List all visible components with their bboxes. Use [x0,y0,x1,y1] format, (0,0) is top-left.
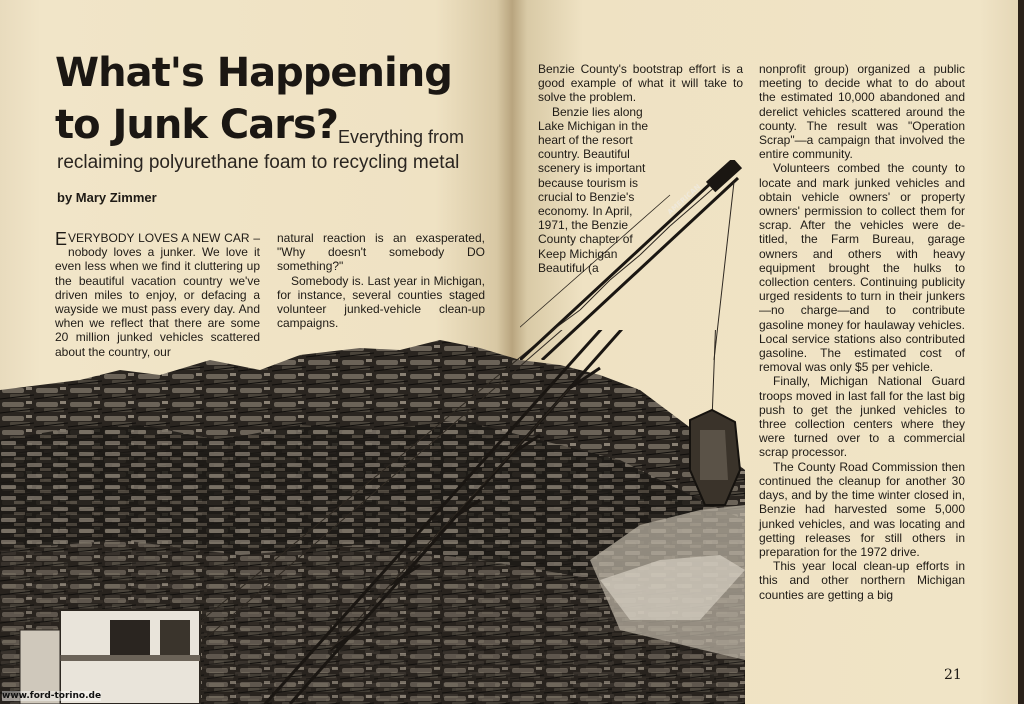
subheadline-line-1: Everything from [338,127,465,147]
column-4-paragraph-4: The County Road Commission then continued the cleanup for another 30 days, and by the time winter closed in, Benzie had harvested some 5,000 junked vehicles, and was locating and getting releases for still others in preparation for the 1972 drive. [759,459,965,559]
subheadline-line-2: reclaiming polyurethane foam to recycling metal [57,152,460,173]
page-number: 21 [944,667,962,683]
column-2-paragraph-1: natural reaction is an exasperated, "Why doesn't somebody DO something?" [277,231,485,274]
column-1-text: VERYBODY LOVES A NEW CAR – nobody loves a junker. We love it even less when we find it cluttering up the beautiful vacation country we've driven miles to enjoy, or defacing a wayside we must pass every day. And when we reflect that there are some 20 million junked vehicles scattered about the country, our [55,231,260,359]
article-column-3 [538,62,743,275]
watermark: www.ford-torino.de [2,691,102,701]
article-column-4 [759,62,965,602]
article-column-1 [55,231,260,359]
headline-line-1: What's Happening [55,50,452,96]
article-column-2 [277,231,485,330]
junkyard-photo [0,330,745,704]
page-edge-shadow [1018,0,1024,704]
column-3-paragraph-2: Benzie lies along Lake Michigan in the heart of the resort country. Beautiful scenery is important because tourism is crucial to Benzie's economy. In April, 1971, the Benzie County chapter of Keep Michigan Beautiful (a [538,104,649,275]
column-4-paragraph-5: This year local clean-up efforts in this and other northern Michigan counties are getting a big [759,559,965,602]
column-4-paragraph-3: Finally, Michigan National Guard troops moved in last fall for the last big push to get the junked vehicles to three collection centers where they were turned over to a commercial scrap processor. [759,374,965,460]
column-4-paragraph-1: nonprofit group) organized a public meeting to decide what to do about the estimated 10,000 abandoned and derelict vehicles scattered around the county. The result was "Operation Scrap"—a campaign that involved the entire community. [759,62,965,162]
column-3-paragraph-1: Benzie County's bootstrap effort is a good example of what it will take to solve the problem. [538,62,743,105]
headline-line-2: to Junk Cars? [55,102,338,148]
column-2-paragraph-2: Somebody is. Last year in Michigan, for instance, several counties staged volunteer junked-vehicle clean-up campaigns. [277,273,485,331]
crane-label-top: AMERICAN [665,182,703,217]
column-4-paragraph-2: Volunteers combed the county to locate and mark junked vehicles and obtain vehicle owners' or property owners' permission to collect them for scrap. After the vehicles were de-titled, the Farm Bureau, garage owners and others with heavy equipment brought the hulks to collection centers. Continuing publicity urged residents to turn in their junkers—no charge—and to contribute gasoline money for haulaway vehicles. Local service stations also contributed gasoline. The estimated cost of removal was only $5 per vehicle. [759,161,965,375]
drop-cap: E [55,229,68,249]
byline: by Mary Zimmer [57,190,157,205]
